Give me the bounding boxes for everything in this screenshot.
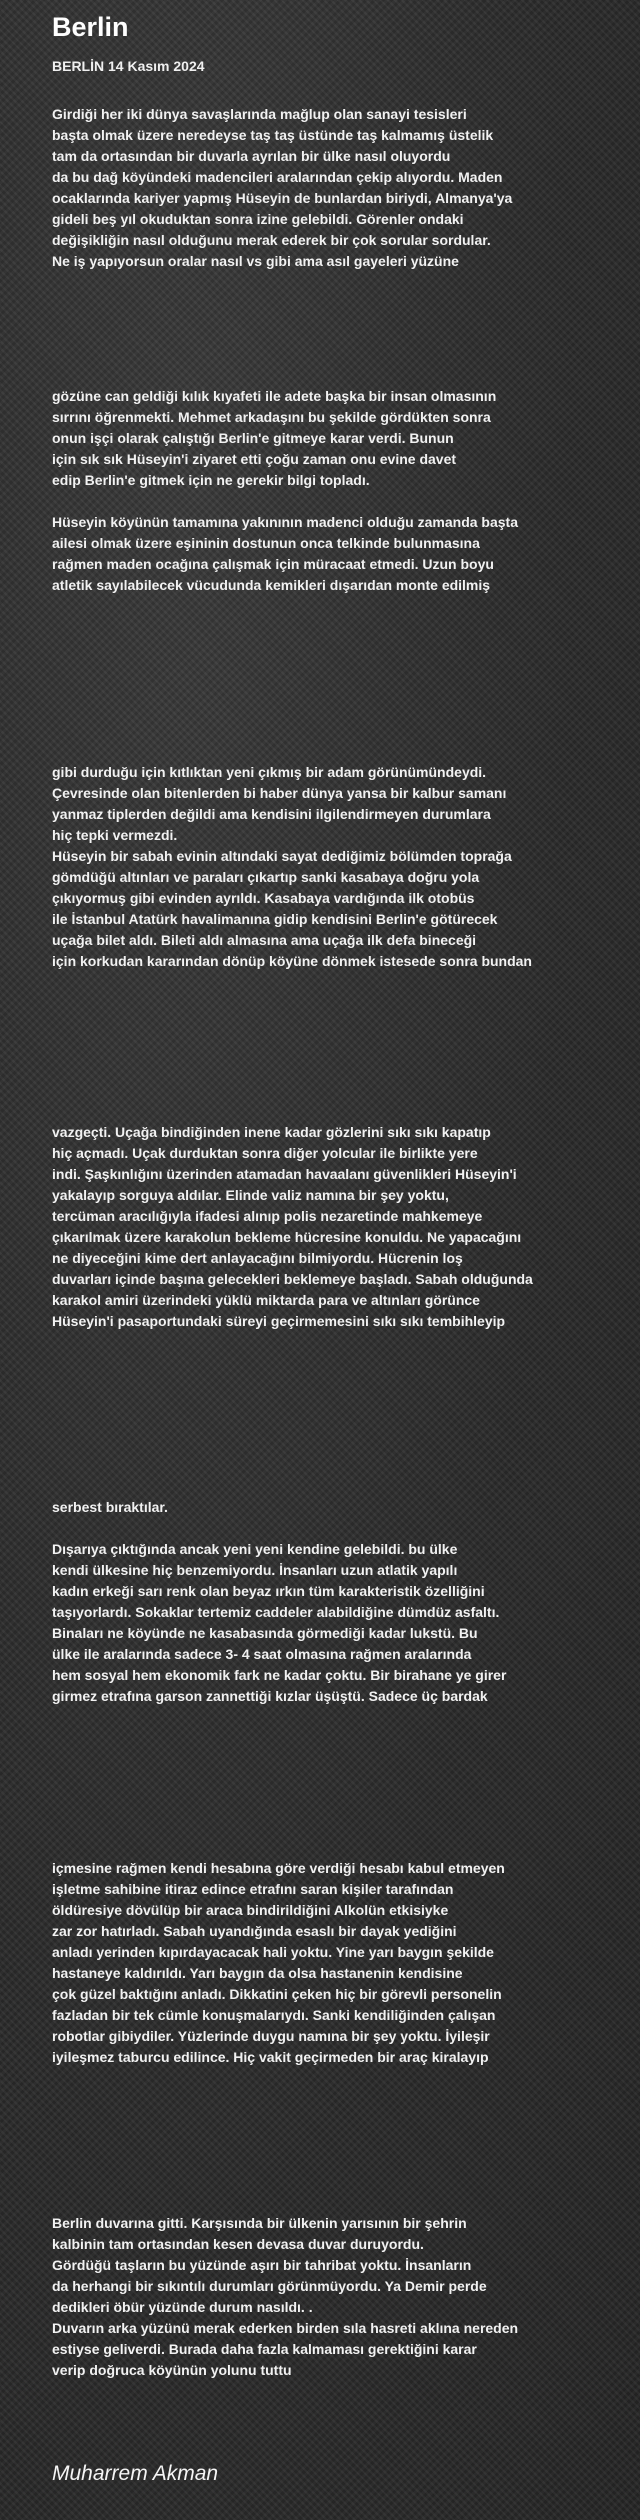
dateline: BERLİN 14 Kasım 2024: [52, 58, 205, 74]
text-line: Berlin duvarına gitti. Karşısında bir ülkenin yarısının bir şehrin: [52, 2215, 467, 2231]
text-line: Hüseyin bir sabah evinin altındaki sayat dediğimiz bölümden toprağa: [52, 848, 512, 864]
text-line: uçağa bilet aldı. Bileti aldı almasına ama uçağa ilk defa bineceği: [52, 932, 477, 948]
text-line: gözüne can geldiği kılık kıyafeti ile adete başka bir insan olmasının: [52, 388, 497, 404]
text-line: girmez etrafına garson zannettiği kızlar üşüştü. Sadece üç bardak: [52, 1688, 488, 1704]
text-line: kendi ülkesine hiç benzemiyordu. İnsanları uzun atlatik yapılı: [52, 1562, 458, 1578]
text-line: fazladan bir tek cümle konuşmalarıydı. Sanki kendiliğinden çalışan: [52, 2007, 496, 2023]
text-line: Hüseyin köyünün tamamına yakınının madenci olduğu zamanda başta: [52, 514, 518, 530]
text-block-1: [52, 104, 612, 272]
text-line: hiç açmadı. Uçak durduktan sonra diğer yolcular ile birlikte yere: [52, 1145, 478, 1161]
text-line: serbest bıraktılar.: [52, 1499, 168, 1515]
text-line: işletme sahibine itiraz edince etrafını saran kişiler tarafından: [52, 1881, 454, 1897]
text-line: verip doğruca köyünün yolunu tuttu: [52, 2362, 292, 2378]
text-line: robotlar gibiydiler. Yüzlerinde duygu namına bir şey yoktu. İyileşir: [52, 2028, 490, 2044]
text-line: ile İstanbul Atatürk havalimanına gidip kendisini Berlin'e götürecek: [52, 911, 498, 927]
text-block-5: [52, 1497, 612, 1707]
poem-title: Berlin: [52, 12, 129, 42]
text-line: çok güzel baktığını anladı. Dikkatini çeken hiç bir görevli personelin: [52, 1986, 502, 2002]
text-line: öldüresiye dövülüp bir araca bindirildiğini Alkolün etkisiyke: [52, 1902, 449, 1918]
text-line: edip Berlin'e gitmek için ne gerekir bilgi topladı.: [52, 472, 370, 488]
text-block-7: [52, 2213, 612, 2381]
text-line: Binaları ne köyünde ne kasabasında görmediği kadar lukstü. Bu: [52, 1625, 478, 1641]
text-block-4: [52, 1122, 612, 1332]
text-line: gideli beş yıl okuduktan sonra izine gelebildi. Görenler ondaki: [52, 211, 464, 227]
text-line: ülke ile aralarında sadece 3- 4 saat olmasına rağmen aralarında: [52, 1646, 472, 1662]
text-block-3: [52, 762, 612, 972]
text-line: çıkarılmak üzere karakolun bekleme hücresine konuldu. Ne yapacağını: [52, 1229, 522, 1245]
text-line: ocaklarında kariyer yapmış Hüseyin de bunlardan biriydi, Almanya'ya: [52, 190, 513, 206]
text-line: için sık sık Hüseyin'i ziyaret etti çoğu zaman onu evine davet: [52, 451, 457, 467]
author-signature: Muharrem Akman: [52, 2462, 219, 2485]
text-line: kalbinin tam ortasından kesen devasa duvar duruyordu.: [52, 2236, 424, 2252]
text-line: anladı yerinden kıpırdayacacak hali yoktu. Yine yarı baygın şekilde: [52, 1944, 494, 1960]
text-line: gibi durduğu için kıtlıktan yeni çıkmış bir adam görünümündeydi.: [52, 764, 487, 780]
text-line: indi. Şaşkınlığını üzerinden atamadan havaalanı güvenlikleri Hüseyin'i: [52, 1166, 517, 1182]
text-line: Hüseyin'i pasaportundaki süreyi geçirmemesini sıkı sıkı tembihleyip: [52, 1313, 506, 1329]
text-line: duvarları içinde başına gelecekleri beklemeye başladı. Sabah olduğunda: [52, 1271, 533, 1287]
text-block-2: [52, 386, 612, 596]
text-line: tercüman aracılığıyla ifadesi alınıp polis nezaretinde mahkemeye: [52, 1208, 483, 1224]
text-line: kadın erkeği sarı renk olan beyaz ırkın tüm karakteristik özelliğini: [52, 1583, 485, 1599]
text-line: Dışarıya çıktığında ancak yeni yeni kendine gelebildi. bu ülke: [52, 1541, 458, 1557]
text-line: vazgeçti. Uçağa bindiğinden inene kadar gözlerini sıkı sıkı kapatıp: [52, 1124, 491, 1140]
text-line: iyileşmez taburcu edilince. Hiç vakit geçirmeden bir araç kiralayıp: [52, 2049, 489, 2065]
text-line: başta olmak üzere neredeyse taş taş üstünde taş kalmamış üstelik: [52, 127, 494, 143]
text-line: estiyse geliverdi. Burada daha fazla kalmaması gerektiğini karar: [52, 2341, 477, 2357]
text-line: zar zor hatırladı. Sabah uyandığında esaslı bir dayak yediğini: [52, 1923, 457, 1939]
paragraph-gap: [52, 491, 612, 512]
text-line: tam da ortasından bir duvarla ayrılan bir ülke nasıl oluyordu: [52, 148, 451, 164]
text-line: Ne iş yapıyorsun oralar nasıl vs gibi ama asıl gayeleri yüzüne: [52, 253, 459, 269]
text-line: atletik sayılabilecek vücudunda kemikleri dışarıdan monte edilmiş: [52, 577, 491, 593]
text-block-6: [52, 1858, 612, 2068]
text-line: ailesi olmak üzere eşininin dostunun onca telkinde bulunmasına: [52, 535, 480, 551]
text-line: Girdiği her iki dünya savaşlarında mağlup olan sanayi tesisleri: [52, 106, 467, 122]
text-line: Çevresinde olan bitenlerden bi haber dünya yansa bir kalbur samanı: [52, 785, 507, 801]
text-line: da bu dağ köyündeki madencileri aralarından çekip alıyordu. Maden: [52, 169, 503, 185]
text-line: değişikliğin nasıl olduğunu merak ederek bir çok sorular sordular.: [52, 232, 491, 248]
text-line: Duvarın arka yüzünü merak ederken birden sıla hasreti aklına nereden: [52, 2320, 519, 2336]
text-line: gömdüğü altınları ve paraları çıkartıp sanki kasabaya doğru yola: [52, 869, 480, 885]
text-line: ne diyeceğini kime dert anlayacağını bilmiyordu. Hücrenin loş: [52, 1250, 463, 1266]
text-line: hastaneye kaldırıldı. Yarı baygın da olsa hastanenin kendisine: [52, 1965, 463, 1981]
text-line: için korkudan kararından dönüp köyüne dönmek istesede sonra bundan: [52, 953, 532, 969]
text-line: yanmaz tiplerden değildi ama kendisini ilgilendirmeyen durumlara: [52, 806, 491, 822]
paragraph-gap: [52, 1518, 612, 1539]
text-line: da herhangi bir sıkıntılı durumları görünmüyordu. Ya Demir perde: [52, 2278, 487, 2294]
text-line: çıkıyormuş gibi evinden ayrıldı. Kasabaya vardığında ilk otobüs: [52, 890, 475, 906]
text-line: onun işçi olarak çalıştığı Berlin'e gitmeye karar verdi. Bunun: [52, 430, 454, 446]
text-line: Gördüğü taşların bu yüzünde aşırı bir tahribat yoktu. İnsanların: [52, 2257, 472, 2273]
text-line: karakol amiri üzerindeki yüklü miktarda para ve altınları görünce: [52, 1292, 480, 1308]
text-line: sırrını öğrenmekti. Mehmet arkadaşını bu şekilde gördükten sonra: [52, 409, 491, 425]
text-line: hem sosyal hem ekonomik fark ne kadar çoktu. Bir birahane ye girer: [52, 1667, 507, 1683]
text-line: içmesine rağmen kendi hesabına göre verdiği hesabı kabul etmeyen: [52, 1860, 505, 1876]
text-line: taşıyorlardı. Sokaklar tertemiz caddeler alabildiğine dümdüz asfaltı.: [52, 1604, 500, 1620]
text-line: yakalayıp sorguya aldılar. Elinde valiz namına bir şey yoktu,: [52, 1187, 449, 1203]
text-line: hiç tepki vermezdi.: [52, 827, 178, 843]
text-line: rağmen maden ocağına çalışmak için müracaat etmedi. Uzun boyu: [52, 556, 494, 572]
text-line: dedikleri öbür yüzünde durum nasıldı. .: [52, 2299, 313, 2315]
